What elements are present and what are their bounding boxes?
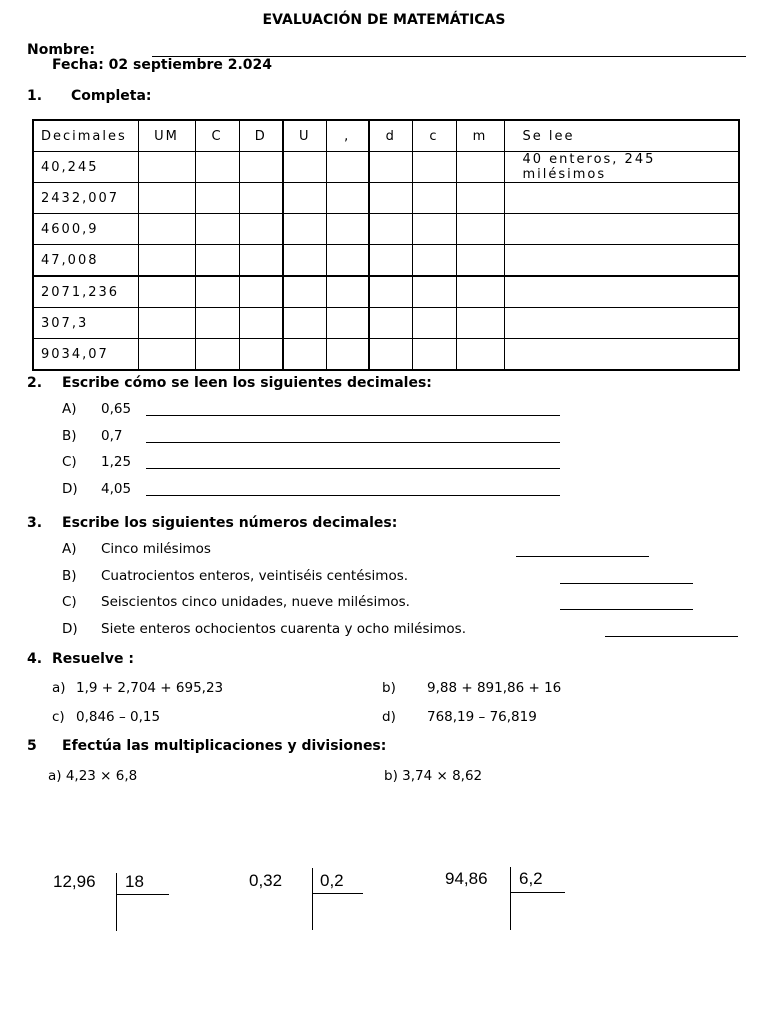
decimal-cell: 2071,236: [33, 276, 138, 308]
q2-title: Escribe cómo se leen los siguientes decimales:: [62, 375, 432, 391]
division-1-bracket-horizontal: [116, 894, 169, 895]
q4-title: Resuelve :: [52, 651, 134, 667]
col-header-se-lee: Se lee: [504, 120, 739, 152]
q2-number: 2.: [27, 375, 43, 391]
division-2-dividend: 0,32: [249, 871, 283, 890]
page-title: EVALUACIÓN DE MATEMÁTICAS: [262, 12, 506, 28]
q4-item-letter: c): [52, 709, 65, 725]
col-header-decimales: Decimales: [33, 120, 138, 152]
col-header-comma: ,: [326, 120, 369, 152]
q1-title: Completa:: [71, 88, 152, 104]
q3-item-letter: D): [62, 621, 78, 637]
q3-answer-line[interactable]: [605, 636, 738, 637]
fecha-label: Fecha: 02 septiembre 2.024: [52, 57, 273, 73]
decimal-cell: 307,3: [33, 308, 138, 339]
se-lee-cell[interactable]: [504, 308, 739, 339]
se-lee-cell[interactable]: [504, 276, 739, 308]
q2-answer-line[interactable]: [146, 495, 560, 496]
q2-item-letter: B): [62, 428, 77, 444]
division-1-dividend: 12,96: [53, 872, 96, 891]
division-3-bracket-vertical: [510, 867, 511, 930]
table-header-row: [33, 120, 739, 152]
division-3-bracket-horizontal: [510, 892, 565, 893]
col-header-c: C: [195, 120, 239, 152]
q4-item-expr: 768,19 – 76,819: [427, 709, 537, 725]
division-3-divisor: 6,2: [519, 869, 543, 888]
table-row: [33, 152, 739, 183]
q2-answer-line[interactable]: [146, 415, 560, 416]
table-row: [33, 308, 739, 339]
decimal-cell: 47,008: [33, 245, 138, 277]
division-1-divisor: 18: [125, 872, 144, 891]
q2-item-letter: A): [62, 401, 77, 417]
q2-answer-line[interactable]: [146, 468, 560, 469]
q3-item-letter: C): [62, 594, 77, 610]
decimal-cell: 2432,007: [33, 183, 138, 214]
q3-title: Escribe los siguientes números decimales:: [62, 515, 398, 531]
table-row: [33, 339, 739, 371]
table-row: [33, 183, 739, 214]
decimal-cell: 4600,9: [33, 214, 138, 245]
q3-item-letter: A): [62, 541, 77, 557]
q3-item-text: Seiscientos cinco unidades, nueve milésimos.: [101, 594, 410, 610]
col-header-dec-d: d: [369, 120, 412, 152]
table-row: [33, 245, 739, 277]
division-2-bracket-vertical: [312, 868, 313, 930]
q4-number: 4.: [27, 651, 43, 667]
q1-number: 1.: [27, 88, 43, 104]
col-header-dec-m: m: [456, 120, 504, 152]
q2-item-value: 0,7: [101, 428, 123, 444]
q2-item-value: 1,25: [101, 454, 132, 470]
multiplication-b: b) 3,74 × 8,62: [384, 768, 483, 784]
place-value-table: [32, 119, 740, 371]
col-header-u: U: [283, 120, 326, 152]
q4-item-expr: 9,88 + 891,86 + 16: [427, 680, 562, 696]
q3-item-text: Siete enteros ochocientos cuarenta y ocho milésimos.: [101, 621, 466, 637]
division-1-bracket-vertical: [116, 873, 117, 931]
q4-item-letter: a): [52, 680, 66, 696]
q4-item-letter: b): [382, 680, 396, 696]
q2-item-letter: C): [62, 454, 77, 470]
division-2-divisor: 0,2: [320, 871, 344, 890]
table-row: [33, 214, 739, 245]
se-lee-cell[interactable]: [504, 339, 739, 371]
decimal-cell: 40,245: [33, 152, 138, 183]
q3-item-text: Cinco milésimos: [101, 541, 211, 557]
se-lee-cell[interactable]: [504, 214, 739, 245]
q3-answer-line[interactable]: [560, 583, 693, 584]
q3-item-letter: B): [62, 568, 77, 584]
q3-answer-line[interactable]: [560, 609, 693, 610]
q3-item-text: Cuatrocientos enteros, veintiséis centésimos.: [101, 568, 409, 584]
q2-item-value: 4,05: [101, 481, 132, 497]
q3-number: 3.: [27, 515, 43, 531]
q4-item-expr: 0,846 – 0,15: [76, 709, 161, 725]
q5-number: 5: [27, 738, 37, 754]
q4-item-letter: d): [382, 709, 396, 725]
nombre-label: Nombre:: [27, 42, 95, 58]
se-lee-cell[interactable]: [504, 183, 739, 214]
se-lee-cell[interactable]: [504, 245, 739, 277]
q2-item-letter: D): [62, 481, 78, 497]
table-row: [33, 276, 739, 308]
col-header-d: D: [239, 120, 283, 152]
division-2-bracket-horizontal: [312, 893, 363, 894]
decimal-cell: 9034,07: [33, 339, 138, 371]
q2-answer-line[interactable]: [146, 442, 560, 443]
multiplication-a: a) 4,23 × 6,8: [48, 768, 138, 784]
q2-item-value: 0,65: [101, 401, 132, 417]
q4-item-expr: 1,9 + 2,704 + 695,23: [76, 680, 224, 696]
col-header-um: UM: [138, 120, 195, 152]
col-header-dec-c: c: [412, 120, 456, 152]
q3-answer-line[interactable]: [516, 556, 649, 557]
q5-title: Efectúa las multiplicaciones y divisiones:: [62, 738, 387, 754]
se-lee-cell[interactable]: 40 enteros, 245 milésimos: [504, 152, 739, 183]
division-3-dividend: 94,86: [445, 869, 488, 888]
